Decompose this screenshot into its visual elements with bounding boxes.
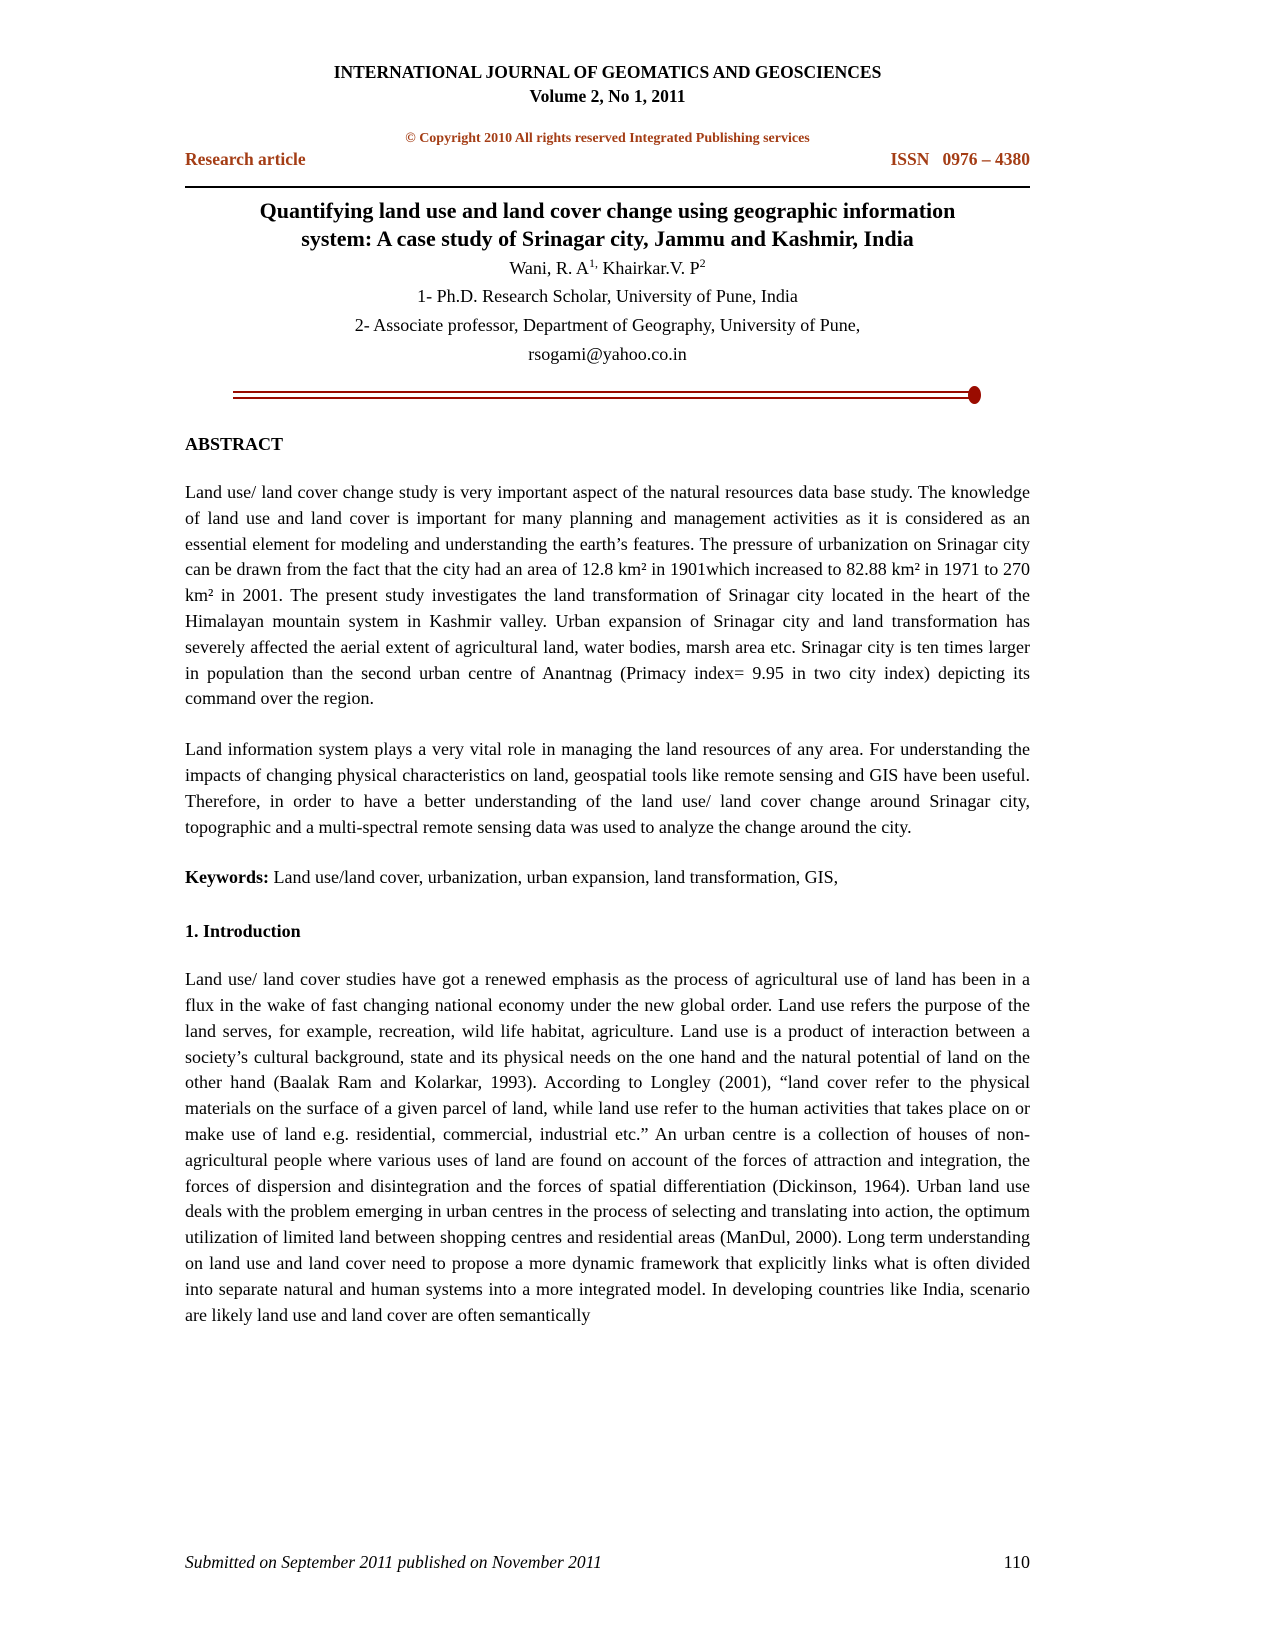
- issn-label: ISSN 0976 – 4380: [890, 149, 1030, 169]
- affiliation-2: 2- Associate professor, Department of Geography, University of Pune,: [354, 315, 861, 335]
- authors-line: [185, 256, 1030, 279]
- journal-title: INTERNATIONAL JOURNAL OF GEOMATICS AND GEOSCIENCES: [333, 62, 882, 82]
- journal-volume: Volume 2, No 1, 2011: [529, 86, 686, 106]
- contact-email: rsogami@yahoo.co.in: [528, 344, 687, 364]
- article-meta-row: [185, 149, 1030, 170]
- header-divider: [185, 186, 1030, 188]
- copyright-line: © Copyright 2010 All rights reserved Integrated Publishing services: [405, 131, 810, 146]
- keywords-label: Keywords:: [185, 867, 269, 888]
- author-2-superscript: 2: [699, 256, 706, 270]
- article-type-label: Research article: [185, 149, 306, 169]
- divider-double-line: [233, 391, 970, 399]
- affiliation-1: 1- Ph.D. Research Scholar, University of Pune, India: [417, 286, 798, 306]
- page-number: 110: [1003, 1552, 1030, 1572]
- author-1: Wani, R. A: [509, 258, 589, 278]
- divider-end-dot: [968, 386, 981, 404]
- page-footer: [185, 1552, 1030, 1573]
- paper-title-line-2: system: A case study of Srinagar city, Jammu and Kashmir, India: [301, 226, 914, 251]
- abstract-paragraph-1: Land use/ land cover change study is very important aspect of the natural resources data base study. The knowledge of land use and land cover is important for many planning and management activities as it is considered as an essential element for modeling and understanding the earth’s features. The pressure of urbanization on Srinagar city can be drawn from the fact that the city had an area of 12.8 km² in 1901which increased to 82.88 km² in 1971 to 270 km² in 2001. The present study investigates the land transformation of Srinagar city located in the heart of the Himalayan mountain system in Kashmir valley. Urban expansion of Srinagar city and land transformation has severely affected the aerial extent of agricultural land, water bodies, marsh area etc. Srinagar city is ten times larger in population than the second urban centre of Anantnag (Primacy index= 9.95 in two city index) depicting its command over the region.: [185, 482, 1030, 709]
- abstract-paragraph-2: Land information system plays a very vital role in managing the land resources of any area. For understanding the impacts of changing physical characteristics on land, geospatial tools like remote sensing and GIS have been useful. Therefore, in order to have a better understanding of the land use/ land cover change around Srinagar city, topographic and a multi-spectral remote sensing data was used to analyze the change around the city.: [185, 739, 1030, 837]
- keywords-text: Land use/land cover, urbanization, urban expansion, land transformation, GIS,: [269, 867, 839, 888]
- author-2: Khairkar.V. P: [597, 258, 700, 278]
- abstract-heading: ABSTRACT: [185, 434, 284, 454]
- paper-title-line-1: Quantifying land use and land cover change using geographic information: [259, 198, 956, 223]
- submission-note: Submitted on September 2011 published on November 2011: [185, 1552, 602, 1572]
- author-1-superscript: 1,: [588, 256, 598, 270]
- paper-title: [185, 197, 1030, 253]
- introduction-heading: 1. Introduction: [185, 921, 301, 942]
- section-divider: [233, 386, 981, 404]
- keywords-line: [185, 865, 1030, 891]
- introduction-paragraph: Land use/ land cover studies have got a renewed emphasis as the process of agricultural use of land has been in a flux in the wake of fast changing national economy under the new global order. Land use refers the purpose of the land serves, for example, recreation, wild life habitat, agriculture. Land use is a product of interaction between a society’s cultural background, state and its physical needs on the one hand and the natural potential of land on the other hand (Baalak Ram and Kolarkar, 1993). According to Longley (2001), “land cover refer to the physical materials on the surface of a given parcel of land, while land use refer to the human activities that takes place on or make use of land e.g. residential, commercial, industrial etc.” An urban centre is a collection of houses of non-agricultural people where various uses of land are found on account of the forces of attraction and integration, the forces of dispersion and disintegration and the forces of spatial differentiation (Dickinson, 1964). Urban land use deals with the problem emerging in urban centres in the process of selecting and translating into action, the optimum utilization of limited land between shopping centres and residential areas (ManDul, 2000). Long term understanding on land use and land cover need to propose a more dynamic framework that explicitly links what is often divided into separate natural and human systems into a more integrated model. In developing countries like India, scenario are likely land use and land cover are often semantically: [185, 969, 1030, 1325]
